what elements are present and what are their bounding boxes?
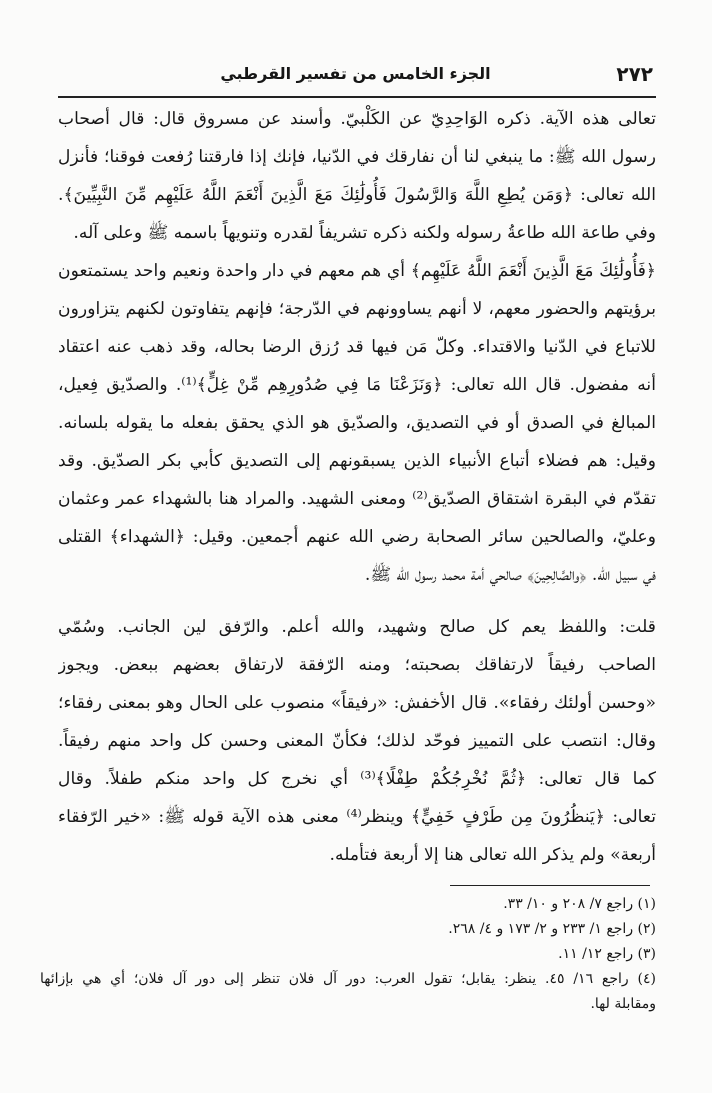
text-line: وقيل: هم فضلاء أتباع الأنبياء الذين يسبقونهم إلى التصديق كأبي بكر الصدّيق. وقد xyxy=(58,451,656,471)
header-divider xyxy=(58,96,656,98)
text-line: ﴿فَأُولَٰئِكَ مَعَ الَّذِينَ أَنْعَمَ اللَّهُ عَلَيْهِم﴾ أي هم معهم في دار واحدة ونعيم واحد يستمتعون xyxy=(58,261,656,281)
text-line: أنه مفضول. قال الله تعالى: ﴿وَنَزَعْنَا مَا فِي صُدُورِهِم مِّنْ غِلٍّ﴾⁽¹⁾. والصدّيق فِعيل، xyxy=(58,375,656,395)
text-line: قلت: واللفظ يعم كل صالح وشهيد، والله أعلم. والرّفق لين الجانب. وسُمّي xyxy=(58,617,656,637)
text-line: للاتباع في الدّنيا والاقتداء. وكلّ مَن فيها قد رُزق الرضا بحاله، وقد ذهب عنه اعتقاد xyxy=(58,337,656,357)
text-line: تقدّم في البقرة اشتقاق الصدّيق⁽²⁾ ومعنى الشهيد. والمراد هنا بالشهداء عمر وعثمان xyxy=(58,489,656,509)
footnotes xyxy=(40,892,656,1017)
footnote-divider xyxy=(450,885,650,886)
text-line: الله تعالى: ﴿وَمَن يُطِعِ اللَّهَ وَالرَّسُولَ فَأُولَٰئِكَ مَعَ الَّذِينَ أَنْعَمَ اللَّهُ عَلَيْهِم مِّنَ النَّبِيِّينَ﴾. xyxy=(58,185,656,205)
footnote: (٣) راجع ١٢/ ١١. xyxy=(558,946,656,962)
text-line: «وحسن أولئك رفقاء». قال الأخفش: «رفيقاً» منصوب على الحال وهو بمعنى رفقاء؛ xyxy=(58,693,656,713)
text-line: برؤيتهم والحضور معهم، لا أنهم يساوونهم في الدّرجة؛ فإنهم يتفاوتون لكنهم يتزاورون xyxy=(58,299,656,319)
text-line: المبالغ في الصدق أو في التصديق، والصدّيق هو الذي يحقق بفعله ما يقوله بلسانه. xyxy=(58,413,656,433)
text-line: وعليّ، والصالحين سائر الصحابة رضي الله عنهم أجمعين. وقيل: ﴿الشهداء﴾ القتلى xyxy=(58,527,656,547)
page-header xyxy=(58,58,653,88)
text-line: وفي طاعة الله طاعةُ رسوله ولكنه ذكره تشريفاً لقدره وتنويهاً باسمه ﷺ وعلى آله. xyxy=(73,223,656,243)
footnote-continuation: ومقابلة لها. xyxy=(590,996,656,1012)
text-line: وقال: انتصب على التمييز فوحّد لذلك؛ فكأنّ المعنى وحسن كل واحد منهم رفيقاً. xyxy=(58,731,656,751)
page-number: ٢٧٢ xyxy=(616,62,653,86)
text-line: أربعة» ولم يذكر الله تعالى هنا إلا أربعة فتأمله. xyxy=(329,845,656,865)
text-line: تعالى: ﴿يَنظُرُونَ مِن طَرْفٍ خَفِيٍّ﴾ وينظر⁽⁴⁾ معنى هذه الآية قوله ﷺ: «خير الرّفقاء xyxy=(58,807,656,827)
footnote: (٢) راجع ١/ ٢٣٣ و ٢/ ١٧٣ و ٤/ ٢٦٨. xyxy=(448,921,656,937)
text-line: رسول الله ﷺ: ما ينبغي لنا أن نفارقك في الدّنيا، فإنك إذا فارقتنا رُفعت فوقنا؛ فأنزل xyxy=(58,147,656,167)
text-line: الصاحب رفيقاً لارتفاقك بصحبته؛ ومنه الرّفقة لارتفاق بعضهم ببعض. ويجوز xyxy=(58,655,656,675)
text-line: تعالى هذه الآية. ذكره الوَاحِدِيّ عن الكَلْبيّ. وأسند عن مسروق قال: قال أصحاب xyxy=(58,109,656,129)
text-line: كما قال تعالى: ﴿ثُمَّ نُخْرِجُكُمْ طِفْلًا﴾⁽³⁾ أي نخرج كل واحد منكم طفلاً. وقال xyxy=(58,769,656,789)
main-text xyxy=(58,100,656,874)
paragraph-gap xyxy=(58,594,656,608)
text-line: في سبيل الله. ﴿والصَّالِحِينَ﴾ صالحي أمة محمد رسول الله ﷺ. xyxy=(364,565,656,585)
footnote: (١) راجع ٧/ ٢٠٨ و ١٠/ ٣٣. xyxy=(503,896,656,912)
footnote: (٤) راجع ١٦/ ٤٥. ينظر: يقابل؛ تقول العرب: دور آل فلان تنظر إلى دور آل فلان؛ أي هي بإزائها xyxy=(40,971,656,987)
running-title: الجزء الخامس من تفسير القرطبي xyxy=(220,64,491,83)
